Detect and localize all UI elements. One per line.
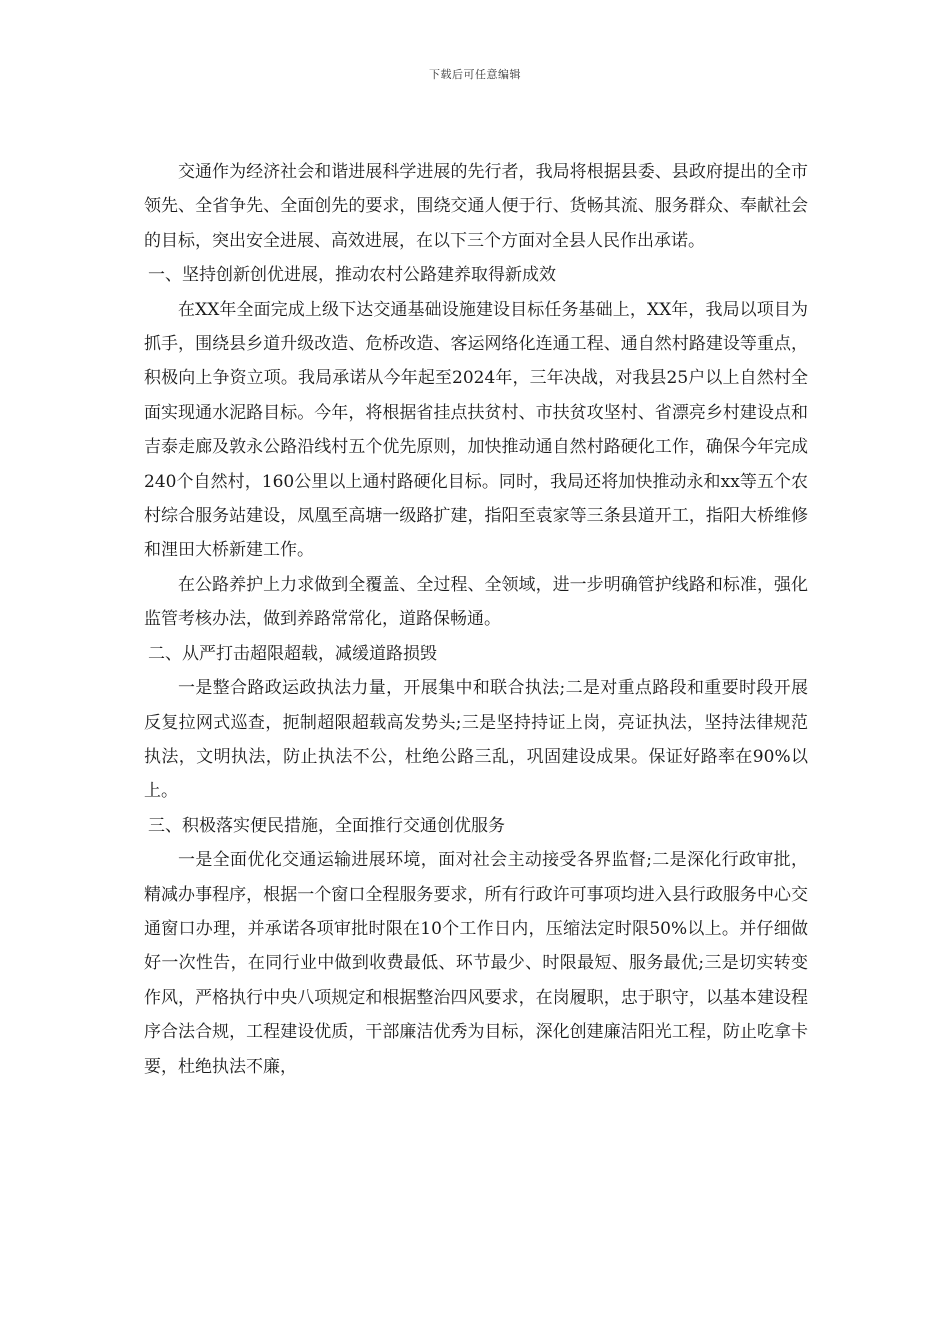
document-body <box>144 155 808 1084</box>
section-heading-1: 一、坚持创新创优进展，推动农村公路建养取得新成效 <box>148 265 556 286</box>
section-1-paragraph-2: 在公路养护上力求做到全覆盖、全过程、全领域，进一步明确管护线路和标准，强化监管考核办法，做到养路常常化，道路保畅通。 <box>144 574 808 630</box>
section-1-paragraph-1: 在XX年全面完成上级下达交通基础设施建设目标任务基础上，XX年，我局以项目为抓手，围绕县乡道升级改造、危桥改造、客运网络化连通工程、通自然村路建设等重点，积极向上争资立项。我局承诺从今年起至2024年，三年决战，对我县25户以上自然村全面实现通水泥路目标。今年，将根据省挂点扶贫村、市扶贫攻坚村、省漂亮乡村建设点和吉泰走廊及敦永公路沿线村五个优先原则，加快推动通自然村路硬化工作，确保今年完成240个自然村，160公里以上通村路硬化目标。同时，我局还将加快推动永和xx等五个农村综合服务站建设，凤凰至高塘一级路扩建，指阳至袁家等三条县道开工，指阳大桥维修和浬田大桥新建工作。 <box>144 299 808 561</box>
section-heading-2: 二、从严打击超限超载，减缓道路损毁 <box>148 643 437 664</box>
section-3-paragraph: 一是全面优化交通运输进展环境，面对社会主动接受各界监督;二是深化行政审批，精减办事程序，根据一个窗口全程服务要求，所有行政许可事项均进入县行政服务中心交通窗口办理，并承诺各项审批时限在10个工作日内，压缩法定时限50%以上。并仔细做好一次性告，在同行业中做到收费最低、环节最少、时限最短、服务最优;三是切实转变作风，严格执行中央八项规定和根据整治四风要求，在岗履职，忠于职守，以基本建设程序合法合规，工程建设优质，干部廉洁优秀为目标，深化创建廉洁阳光工程，防止吃拿卡要，杜绝执法不廉， <box>144 850 808 1077</box>
section-2-paragraph: 一是整合路政运政执法力量，开展集中和联合执法;二是对重点路段和重要时段开展反复拉网式巡查，扼制超限超载高发势头;三是坚持持证上岗，亮证执法，坚持法律规范执法，文明执法，防止执法不公，杜绝公路三乱，巩固建设成果。保证好路率在90%以上。 <box>144 678 808 802</box>
section-heading-3: 三、积极落实便民措施，全面推行交通创优服务 <box>148 815 505 836</box>
intro-paragraph: 交通作为经济社会和谐进展科学进展的先行者，我局将根据县委、县政府提出的全市领先、全省争先、全面创先的要求，围绕交通人便于行、货畅其流、服务群众、奉献社会的目标，突出安全进展、高效进展，在以下三个方面对全县人民作出承诺。 <box>144 162 808 251</box>
page-header-note: 下载后可任意编辑 <box>429 68 521 81</box>
